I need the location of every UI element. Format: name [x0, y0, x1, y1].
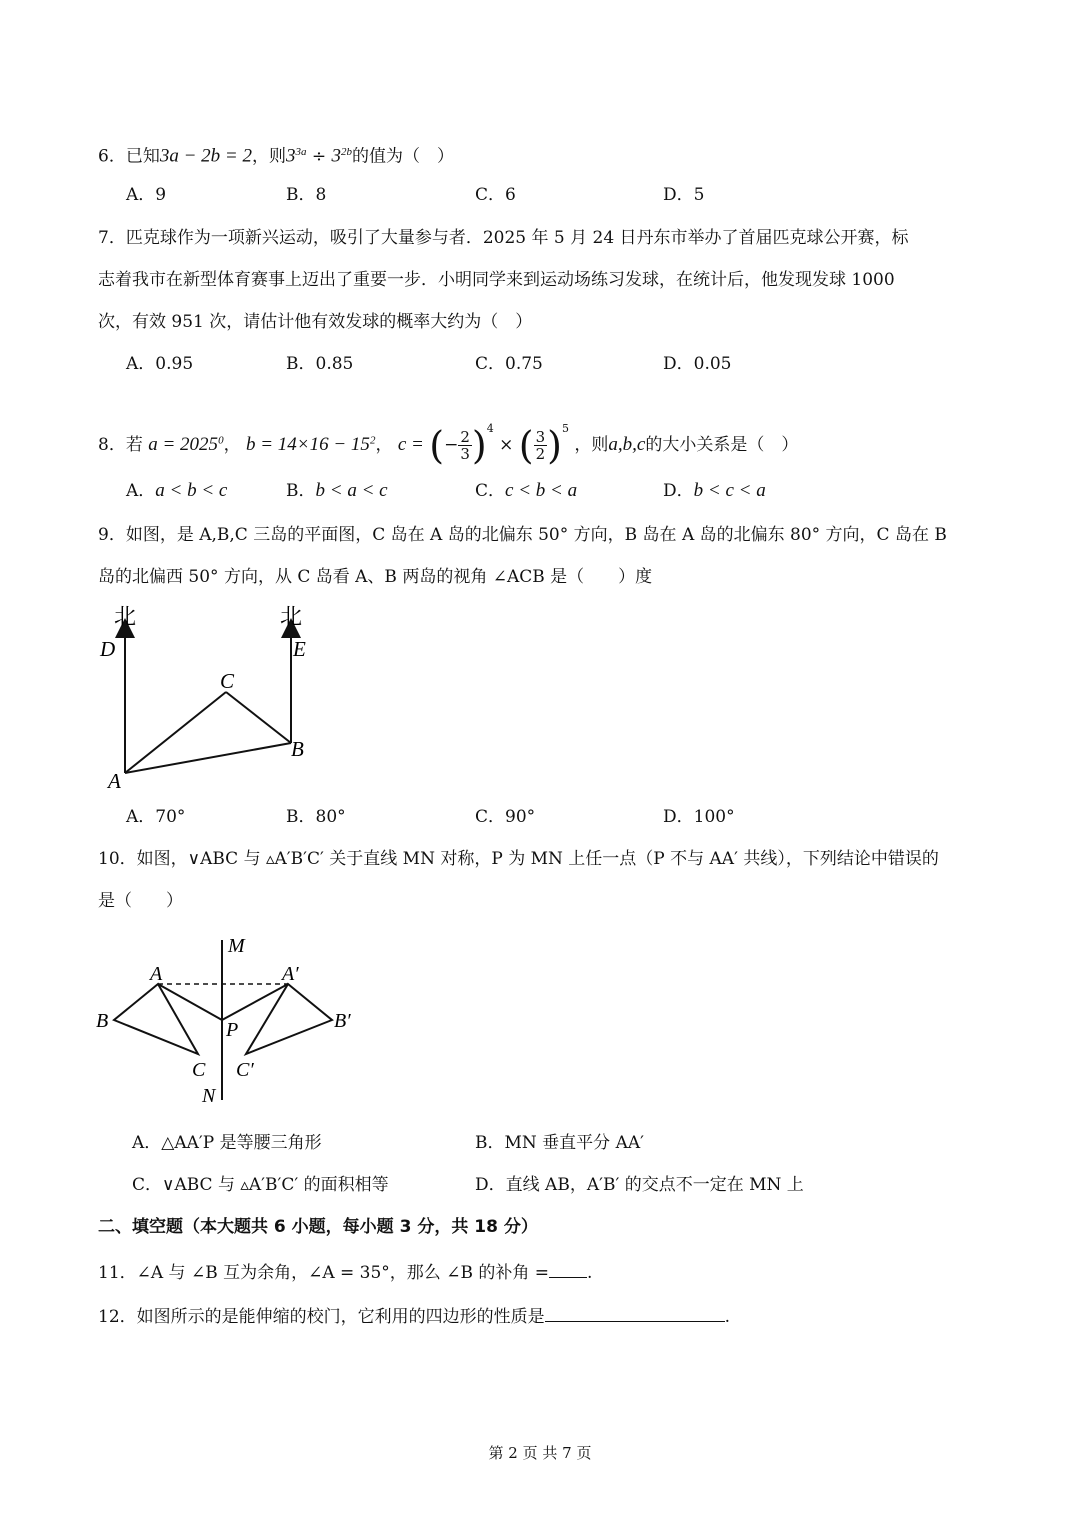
q8-option-a: A．a < b < c [126, 480, 228, 501]
q6-exp1: 3a [295, 146, 307, 158]
label-d: D [100, 637, 116, 661]
label-n: N [202, 1085, 216, 1107]
q7-option-c: C．0.75 [475, 354, 543, 374]
q9-figure [90, 598, 350, 798]
q8-b-expr: b = 14×16 − 15 [245, 434, 370, 455]
label-m: M [228, 935, 245, 957]
segment-cb [226, 692, 291, 743]
q6-base1: 3 [285, 145, 296, 167]
q12-text: 12．如图所示的是能伸缩的校门，它利用的四边形的性质是 [98, 1307, 545, 1327]
q8-option-c: C．c < b < a [475, 480, 578, 501]
q8-frac2 [534, 429, 548, 462]
q9-option-c: C．90° [475, 807, 536, 827]
q8-exp1: 4 [486, 422, 494, 435]
q8-exp2: 5 [561, 422, 569, 435]
q8-option-d: D．b < c < a [663, 480, 766, 501]
q8-post-pre: ，则 [574, 435, 609, 455]
label-b: B [96, 1010, 109, 1032]
q11-post: . [587, 1263, 593, 1283]
q8-rparen-1: ) [471, 423, 487, 468]
q8-frac1 [458, 429, 472, 462]
label-north-1: 北 [114, 604, 137, 629]
segment-ac [125, 692, 226, 773]
q6-div: ÷ [311, 146, 327, 167]
triangle-abc-prime [246, 984, 332, 1054]
q6-post: 的值为（ ） [352, 146, 455, 167]
label-e: E [293, 637, 306, 661]
q6-pre: 已知 [125, 146, 160, 167]
q8-lparen-2: ( [518, 423, 534, 468]
q8-a-expr: a = 2025 [148, 434, 219, 455]
label-c: C [192, 1059, 206, 1081]
q7-line-1: 7．匹克球作为一项新兴运动，吸引了大量参与者．2025 年 5 月 24 日丹东市举办了首届匹克球公开赛，标 [98, 228, 909, 248]
q6-option-a: A．9 [126, 185, 167, 205]
q10-option-b: B．MN 垂直平分 AA′ [475, 1133, 645, 1153]
q10-figure [90, 930, 370, 1110]
label-a-prime: A′ [282, 963, 299, 985]
page-footer: 第 2 页 共 7 页 [488, 1444, 592, 1462]
q8-a-exp: 0 [218, 434, 224, 447]
q6-mid: ，则 [251, 146, 286, 167]
question-12 [98, 1303, 730, 1329]
q7-option-d: D．0.05 [663, 354, 732, 374]
q8-post: 的大小关系是（ ） [645, 435, 799, 455]
q12-answer-blank[interactable] [545, 1303, 725, 1322]
question-6 [98, 140, 454, 169]
q10-option-a: A．△AA′P 是等腰三角形 [132, 1133, 322, 1153]
q6-exp2: 2b [341, 146, 353, 158]
q7-line-3: 次，有效 951 次，请估计他有效发球的概率大约为（ ） [98, 312, 533, 332]
q9-option-a: A．70° [126, 807, 186, 827]
q10-line-1: 10．如图，∨ABC 与 ▵A′B′C′ 关于直线 MN 对称，P 为 MN 上任一点（P 不与 AA′ 共线），下列结论中错误的 [98, 849, 939, 869]
q6-condition: 3a − 2b = 2 [159, 145, 252, 167]
q8-frac2-den: 2 [535, 445, 546, 463]
q6-option-b: B．8 [286, 185, 327, 205]
q8-frac1-sign: − [444, 435, 459, 455]
question-11 [98, 1259, 592, 1285]
q8-lparen-1: ( [429, 423, 445, 468]
q6-option-c: C．6 [475, 185, 516, 205]
label-a: A [108, 769, 121, 793]
label-a: A [150, 963, 163, 985]
q8-frac1-num: 2 [460, 428, 470, 446]
q7-option-b: B．0.85 [286, 354, 354, 374]
q9-line-1: 9．如图，是 A,B,C 三岛的平面图，C 岛在 A 岛的北偏东 50° 方向，B 岛在 A 岛的北偏东 80° 方向，C 岛在 B [98, 525, 947, 545]
q7-line-2: 志着我市在新型体育赛事上迈出了重要一步．小明同学来到运动场练习发球，在统计后，他发现发球 1000 [98, 270, 895, 290]
q8-c-lhs: c = [397, 434, 424, 455]
q9-option-b: B．80° [286, 807, 346, 827]
q8-rparen-2: ) [547, 423, 562, 468]
q8-vars: a,b,c [608, 434, 646, 455]
section-2-title: 二、填空题（本大题共 6 小题，每小题 3 分，共 18 分） [98, 1217, 538, 1237]
q10-option-c: C．∨ABC 与 ▵A′B′C′ 的面积相等 [132, 1175, 389, 1195]
q8-frac2-num: 3 [535, 428, 546, 446]
q11-text: 11．∠A 与 ∠B 互为余角，∠A = 35°，那么 ∠B 的补角 = [98, 1263, 549, 1283]
q6-option-d: D．5 [663, 185, 705, 205]
triangle-abc [114, 984, 198, 1054]
q8-frac1-den: 3 [460, 445, 470, 463]
q10-line-2: 是（ ） [98, 891, 183, 911]
label-b-prime: B′ [334, 1010, 351, 1032]
q9-line-2: 岛的北偏西 50° 方向，从 C 岛看 A、B 两岛的视角 ∠ACB 是（ ）度 [98, 567, 653, 587]
label-p: P [226, 1019, 239, 1041]
q8-sep1: ， [223, 435, 241, 455]
q8-sep2: ， [375, 435, 393, 455]
q8-option-b: B．b < a < c [286, 480, 388, 501]
segment-ab [125, 743, 291, 773]
q6-base2: 3 [331, 145, 342, 167]
q6-number: 6． [98, 146, 126, 167]
label-north-2: 北 [280, 604, 303, 629]
label-c-prime: C′ [236, 1059, 254, 1081]
q10-option-d: D．直线 AB，A′B′ 的交点不一定在 MN 上 [475, 1175, 804, 1195]
label-b: B [291, 737, 304, 761]
question-8 [98, 405, 798, 470]
q11-answer-blank[interactable] [549, 1259, 587, 1278]
q8-b-exp: 2 [369, 434, 376, 447]
q8-number: 8．若 [98, 435, 143, 455]
label-c: C [220, 669, 235, 693]
q7-option-a: A．0.95 [126, 354, 194, 374]
q12-post: . [724, 1307, 731, 1327]
q8-times: × [499, 435, 514, 455]
q9-option-d: D．100° [663, 807, 735, 827]
